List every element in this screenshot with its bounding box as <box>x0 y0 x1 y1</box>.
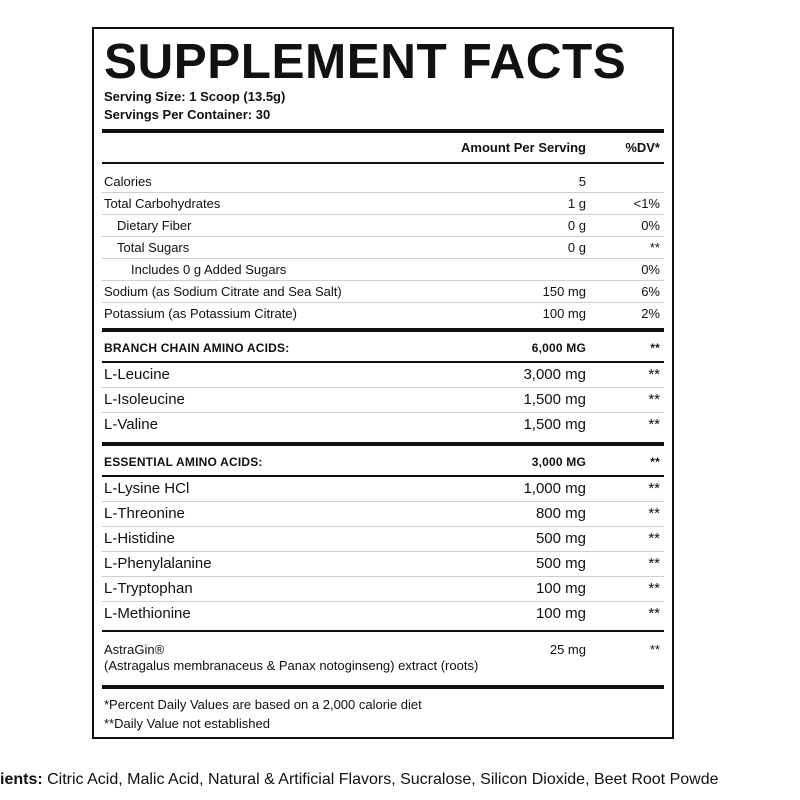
nutrient-row <box>94 303 672 325</box>
nutrient-name: Sodium (as Sodium Citrate and Sea Salt) <box>104 284 342 299</box>
ingredient-amount: 3,000 mg <box>523 366 586 383</box>
ingredient-amount: 1,500 mg <box>523 416 586 433</box>
ingredient-amount: 100 mg <box>535 605 586 622</box>
eaa-row <box>94 576 672 601</box>
footnote-dv: *Percent Daily Values are based on a 2,000 calorie diet <box>104 697 422 712</box>
ingredient-name: L-Leucine <box>104 366 170 383</box>
nutrient-amount: 150 mg <box>542 284 586 299</box>
eaa-row <box>94 526 672 551</box>
bcaa-dv: ** <box>650 341 660 355</box>
eaa-row <box>94 476 672 501</box>
nutrient-dv: 6% <box>641 284 660 299</box>
bcaa-amount: 6,000 MG <box>531 341 586 355</box>
divider-thick <box>102 685 664 689</box>
eaa-dv: ** <box>650 455 660 469</box>
nutrient-name: Potassium (as Potassium Citrate) <box>104 306 297 321</box>
bcaa-heading: BRANCH CHAIN AMINO ACIDS: <box>104 341 290 355</box>
ingredient-dv: ** <box>648 366 660 383</box>
ingredient-dv: ** <box>648 391 660 408</box>
astragin-amount: 25 mg <box>549 642 586 657</box>
divider-thick <box>102 328 664 332</box>
ingredient-amount: 800 mg <box>535 505 586 522</box>
nutrient-row <box>94 281 672 303</box>
nutrient-amount: 0 g <box>567 240 586 255</box>
panel-title: SUPPLEMENT FACTS <box>104 35 627 89</box>
nutrient-name: Total Sugars <box>117 240 190 255</box>
eaa-row <box>94 501 672 526</box>
serving-size: Serving Size: 1 Scoop (13.5g) <box>104 89 286 104</box>
servings-per-container: Servings Per Container: 30 <box>104 107 271 122</box>
nutrient-amount: 100 mg <box>542 306 586 321</box>
dv-header: %DV* <box>625 140 660 155</box>
ingredients-label: ients: <box>0 771 43 788</box>
nutrient-dv: ** <box>649 240 660 255</box>
ingredient-amount: 1,500 mg <box>523 391 586 408</box>
ingredient-name: L-Methionine <box>104 605 191 622</box>
ingredient-name: L-Isoleucine <box>104 391 185 408</box>
nutrient-name: Total Carbohydrates <box>104 196 221 211</box>
nutrient-row <box>94 259 672 281</box>
ingredient-amount: 100 mg <box>535 580 586 597</box>
eaa-row <box>94 601 672 626</box>
nutrient-row <box>94 215 672 237</box>
footnote-not-established: **Daily Value not established <box>104 716 270 731</box>
divider <box>102 630 664 632</box>
nutrient-row <box>94 171 672 193</box>
nutrient-row <box>94 237 672 259</box>
supplement-facts-panel <box>92 27 674 739</box>
astragin-name: AstraGin® <box>104 642 165 657</box>
ingredient-name: L-Threonine <box>104 505 185 522</box>
nutrient-dv: <1% <box>633 196 660 211</box>
ingredient-dv: ** <box>648 480 660 497</box>
ingredient-name: L-Tryptophan <box>104 580 193 597</box>
ingredient-amount: 1,000 mg <box>523 480 586 497</box>
bcaa-row <box>94 387 672 412</box>
other-ingredients <box>0 771 719 789</box>
amount-header: Amount Per Serving <box>461 140 586 155</box>
nutrient-amount: 5 <box>578 174 586 189</box>
column-header-row <box>94 137 672 159</box>
nutrient-dv: 2% <box>641 306 660 321</box>
bcaa-row <box>94 412 672 437</box>
ingredient-dv: ** <box>648 505 660 522</box>
nutrient-dv: 0% <box>641 218 660 233</box>
astragin-detail-row <box>94 655 672 677</box>
ingredient-name: L-Valine <box>104 416 158 433</box>
ingredient-name: L-Lysine HCl <box>104 480 190 497</box>
ingredient-dv: ** <box>648 605 660 622</box>
nutrient-dv: 0% <box>641 262 660 277</box>
ingredient-amount: 500 mg <box>535 555 586 572</box>
eaa-amount: 3,000 MG <box>531 455 586 469</box>
nutrient-amount: 0 g <box>567 218 586 233</box>
eaa-heading: ESSENTIAL AMINO ACIDS: <box>104 455 263 469</box>
ingredient-name: L-Phenylalanine <box>104 555 212 572</box>
ingredients-text: Citric Acid, Malic Acid, Natural & Artificial Flavors, Sucralose, Silicon Dioxide, Beet Root Powde <box>42 771 719 788</box>
astragin-detail: (Astragalus membranaceus & Panax notoginseng) extract (roots) <box>104 658 479 673</box>
divider-thick <box>102 129 664 133</box>
nutrient-name: Dietary Fiber <box>117 218 192 233</box>
nutrient-row <box>94 193 672 215</box>
divider <box>102 162 664 164</box>
divider-thick <box>102 442 664 446</box>
eaa-row <box>94 551 672 576</box>
ingredient-dv: ** <box>648 530 660 547</box>
nutrient-amount: 1 g <box>567 196 586 211</box>
ingredient-dv: ** <box>648 555 660 572</box>
nutrient-name: Includes 0 g Added Sugars <box>131 262 287 277</box>
bcaa-row <box>94 362 672 387</box>
nutrient-name: Calories <box>104 174 152 189</box>
ingredient-dv: ** <box>648 580 660 597</box>
ingredient-name: L-Histidine <box>104 530 175 547</box>
astragin-dv: ** <box>649 642 660 657</box>
ingredient-amount: 500 mg <box>535 530 586 547</box>
bcaa-heading-row <box>94 337 672 359</box>
ingredient-dv: ** <box>648 416 660 433</box>
eaa-heading-row <box>94 451 672 473</box>
